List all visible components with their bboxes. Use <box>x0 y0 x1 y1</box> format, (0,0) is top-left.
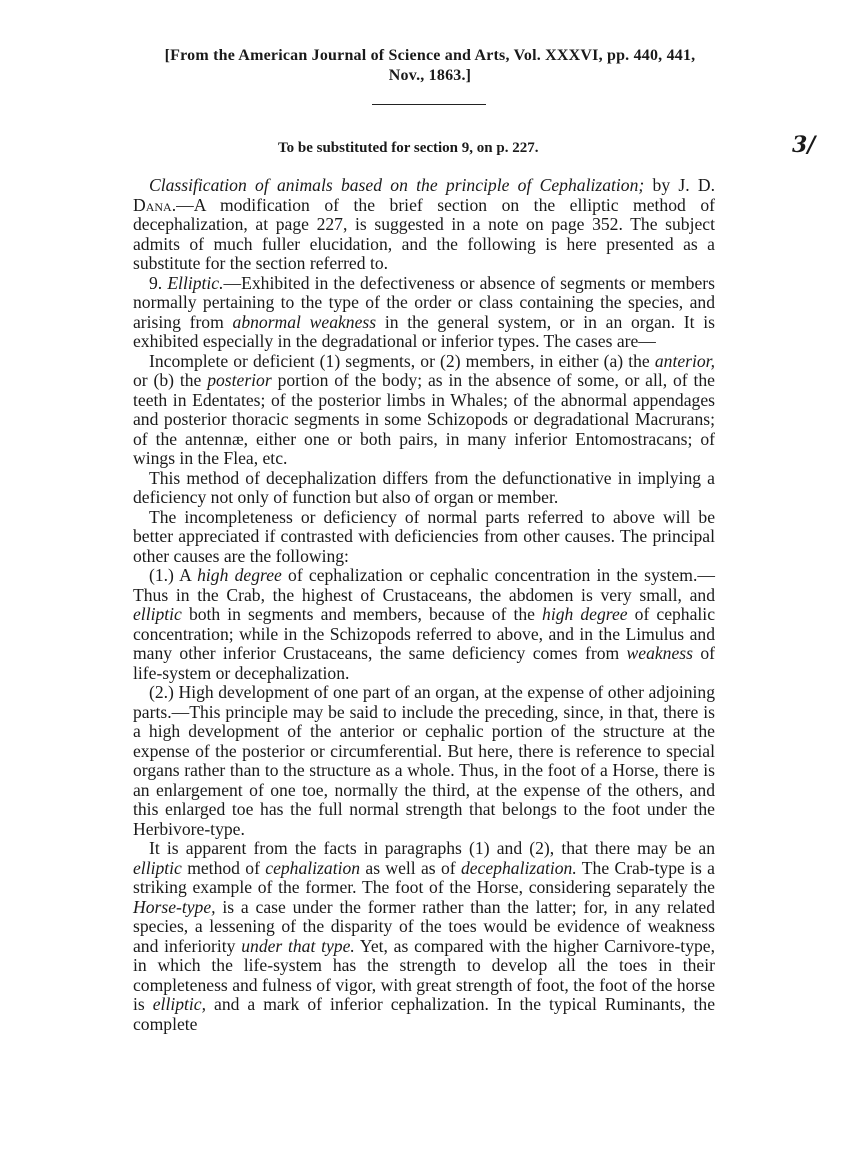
article-author: J. D. Dana. <box>133 175 716 215</box>
method-paragraph: This method of decephalization differs from the defunctionative in implying a deficiency not only of function but also of organ or member. <box>133 467 715 507</box>
header-line-2: Nov., 1863.] <box>388 67 472 84</box>
cases-paragraph: Incomplete or deficient (1) segments, or (2) members, in either (a) the anterior, or (b) the posterior portion of the body; as in the absence of some, or all, of the teeth in Edentates; of the posterior limbs in Whales; of the abnormal appendages and posterior thoracic segments in some Schizopods or degradational Macrurans; of the antennæ, either one or both pairs, in many inferior Entomostracans; of wings in the Flea, etc. <box>133 350 715 468</box>
conclusion-paragraph: It is apparent from the facts in paragraphs (1) and (2), that there may be an elliptic method of cephalization as well as of decephalization. The Crab-type is a striking example of the former. The foot of the Horse, considering separately the Horse-type, is a case under the former rather than the latter; for, in any related species, a lessening of the disparity of the toes would be evidence of weakness and inferiority under that type. Yet, as compared with the higher Carnivore-type, in which the life-system has the strength to develop all the toes in their completeness and fulness of vigor, with great strength of foot, the foot of the horse is elliptic, and a mark of inferior cephalization. In the typical Ruminants, the complete <box>133 838 716 1034</box>
contrast-paragraph: The incompleteness or deficiency of normal parts referred to above will be better appreciated if contrasted with deficiencies from other causes. The principal other causes are the following: <box>133 506 715 566</box>
section-9-paragraph: 9. Elliptic.—Exhibited in the defectiveness or absence of segments or members normally pertaining to the type of the order or class containing the species, and arising from abnormal weakness in the general system, or in an organ. It is exhibited especially in the degradational or inferior types. The cases are— <box>133 272 716 351</box>
handwritten-mark: 3/ <box>792 132 816 158</box>
substitution-note: To be substituted for section 9, on p. 227. <box>278 140 539 156</box>
article-title: Classification of animals based on the principle of Cephalization; <box>149 175 645 195</box>
article-intro: Classification of animals based on the principle of Cephalization; by J. D. Dana.—A modification of the brief section on the elliptic method of decephalization, at page 227, is suggested in a note on page 352. The subject admits of much fuller elucidation, and the following is here presented as a substitute for the section referred to. <box>133 175 716 273</box>
section-heading: Elliptic. <box>167 272 224 293</box>
cause-2-paragraph: (2.) High development of one part of an organ, at the expense of other adjoining parts.—This principle may be said to include the preceding, since, in that, there is a high development of the anterior or cephalic portion of the structure at the expense of the posterior or circumferential. But here, there is reference to special organs rather than to the structure as a whole. Thus, in the foot of a Horse, there is an enlargement of one toe, normally the third, at the expense of the others, and this enlarged toe has the full normal strength that belongs to the foot under the Herbivore-type. <box>133 682 715 839</box>
header-divider <box>372 104 486 105</box>
cause-1-paragraph: (1.) A high degree of cephalization or cephalic concentration in the system.—Thus in the Crab, the highest of Crustaceans, the abdomen is very small, and elliptic both in segments and members, because of the high degree of cephalic concentration; while in the Schizopods referred to above, and in the Limulus and many other inferior Crustaceans, the same deficiency comes from weakness of life-system or decephalization. <box>133 565 715 683</box>
journal-header <box>100 46 760 86</box>
article-body <box>133 176 715 1034</box>
header-line-1: [From the American Journal of Science and Arts, Vol. XXXVI, pp. 440, 441, <box>164 47 696 64</box>
